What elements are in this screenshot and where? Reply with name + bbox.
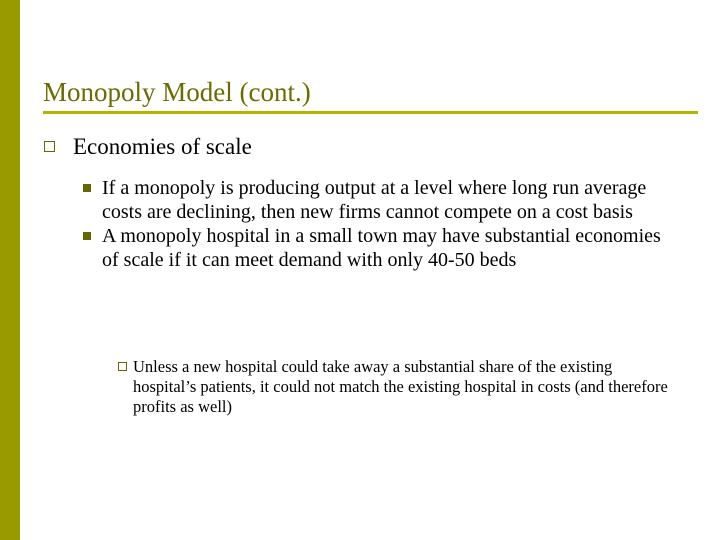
title-underline <box>43 111 698 114</box>
bullet-list-level3 <box>117 357 677 417</box>
list-item <box>81 176 681 224</box>
slide-title: Monopoly Model (cont.) <box>43 77 311 107</box>
list-item <box>43 133 683 161</box>
hollow-square-icon <box>118 362 127 371</box>
list-item <box>117 357 677 417</box>
bullet-text: Unless a new hospital could take away a substantial share of the existing hospital’s patients, it could not match the existing hospital in costs (and therefore profits as well) <box>133 357 668 416</box>
bullet-list-level1 <box>43 133 683 161</box>
filled-square-icon <box>83 232 91 240</box>
left-accent-bar <box>0 0 20 540</box>
bullet-text: A monopoly hospital in a small town may have substantial economies of scale if it can meet demand with only 40-50 beds <box>102 225 661 271</box>
hollow-square-icon <box>44 141 55 152</box>
bullet-text: Economies of scale <box>73 134 252 159</box>
list-item <box>81 224 681 272</box>
filled-square-icon <box>83 184 91 192</box>
bullet-list-level2 <box>81 176 681 272</box>
bullet-text: If a monopoly is producing output at a level where long run average costs are declining, then new firms cannot compete on a cost basis <box>102 177 647 223</box>
